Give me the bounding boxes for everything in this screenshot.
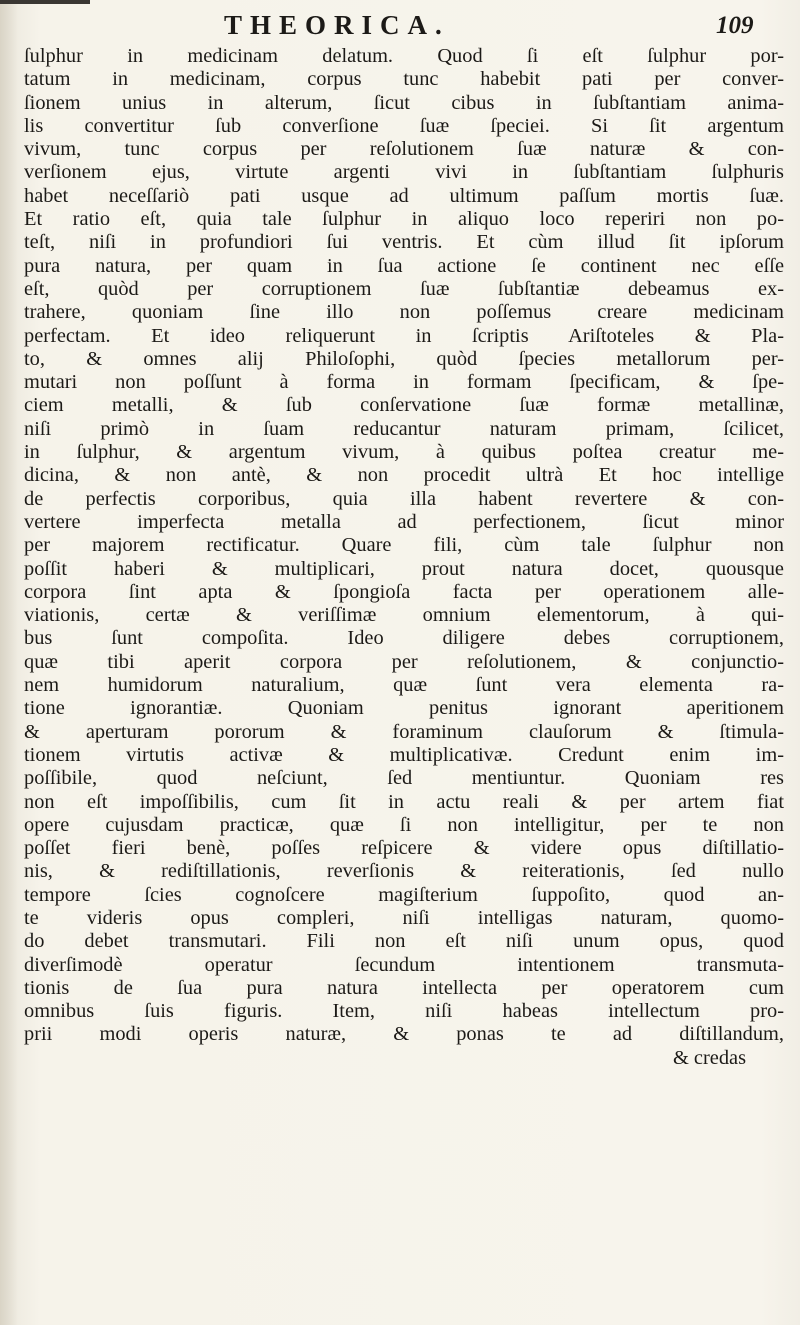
text-line: corpora ſint apta & ſpongioſa facta per operationem alle- <box>24 580 784 603</box>
text-line: poſſet fieri benè, poſſes reſpicere & videre opus diſtillatio- <box>24 837 784 860</box>
text-line: diverſimodè operatur ſecundum intentionem transmuta- <box>24 953 784 976</box>
text-line: tione ignorantiæ. Quoniam penitus ignorant aperitionem <box>24 697 784 720</box>
text-line: do debet transmutari. Fili non eſt niſi unum opus, quod <box>24 930 784 953</box>
text-line: in ſulphur, & argentum vivum, à quibus poſtea creatur me- <box>24 441 784 464</box>
text-line: per majorem rectificatur. Quare fili, cùm tale ſulphur non <box>24 534 784 557</box>
text-line: poſſibile, quod neſciunt, ſed mentiuntur. Quoniam res <box>24 767 784 790</box>
text-line: tatum in medicinam, corpus tunc habebit pati per conver- <box>24 68 784 91</box>
text-line: ciem metalli, & ſub conſervatione ſuæ formæ metallinæ, <box>24 394 784 417</box>
page-number: 109 <box>716 12 754 39</box>
text-line: prii modi operis naturæ, & ponas te ad diſtillandum, <box>24 1023 784 1046</box>
text-line: mutari non poſſunt à forma in formam ſpecificam, & ſpe- <box>24 371 784 394</box>
text-line: & aperturam pororum & foraminum clauſorum & ſtimula- <box>24 720 784 743</box>
text-line: niſi primò in ſuam reducantur naturam primam, ſcilicet, <box>24 417 784 440</box>
text-line: poſſit haberi & multiplicari, prout natura docet, quousque <box>24 557 784 580</box>
text-line: viationis, certæ & veriſſimæ omnium elementorum, à qui- <box>24 604 784 627</box>
text-line: teſt, niſi in profundiori ſui ventris. Et cùm illud ſit ipſorum <box>24 231 784 254</box>
text-line: eſt, quòd per corruptionem ſuæ ſubſtantiæ debeamus ex- <box>24 277 784 300</box>
text-line: verſionem ejus, virtute argenti vivi in ſubſtantiam ſulphuris <box>24 161 784 184</box>
text-line: trahere, quoniam ſine illo non poſſemus creare medicinam <box>24 301 784 324</box>
text-line: perfectam. Et ideo reliquerunt in ſcriptis Ariſtoteles & Pla- <box>24 324 784 347</box>
text-line: non eſt impoſſibilis, cum ſit in actu reali & per artem fiat <box>24 790 784 813</box>
running-title: THEORICA. <box>224 10 450 40</box>
text-line: tionis de ſua pura natura intellecta per operatorem cum <box>24 976 784 999</box>
page-header <box>0 6 800 46</box>
catchword: & credas <box>672 1046 746 1069</box>
text-line: tionem virtutis activæ & multiplicativæ. Credunt enim im- <box>24 743 784 766</box>
text-line: lis convertitur ſub converſione ſuæ ſpeciei. Si ſit argentum <box>24 114 784 137</box>
text-line: dicina, & non antè, & non procedit ultrà Et hoc intellige <box>24 464 784 487</box>
binding-gutter-shadow <box>0 0 18 1325</box>
text-line: nem humidorum naturalium, quæ ſunt vera elementa ra- <box>24 674 784 697</box>
text-line: tempore ſcies cognoſcere magiſterium ſuppoſito, quod an- <box>24 883 784 906</box>
text-line: bus ſunt compoſita. Ideo diligere debes corruptionem, <box>24 627 784 650</box>
text-line: te videris opus compleri, niſi intelligas naturam, quomo- <box>24 906 784 929</box>
text-line: habet neceſſariò pati usque ad ultimum paſſum mortis ſuæ. <box>24 184 784 207</box>
text-line: de perfectis corporibus, quia illa habent revertere & con- <box>24 487 784 510</box>
text-line: ſulphur in medicinam delatum. Quod ſi eſt ſulphur por- <box>24 45 784 67</box>
text-line: opere cujusdam practicæ, quæ ſi non intelligitur, per te non <box>24 813 784 836</box>
text-line: vivum, tunc corpus per reſolutionem ſuæ naturæ & con- <box>24 138 784 161</box>
top-rule-mark <box>0 0 90 4</box>
text-line: nis, & rediſtillationis, reverſionis & reiterationis, ſed nullo <box>24 860 784 883</box>
text-line: omnibus ſuis figuris. Item, niſi habeas intellectum pro- <box>24 1000 784 1023</box>
text-line: Et ratio eſt, quia tale ſulphur in aliquo loco reperiri non po- <box>24 208 784 231</box>
text-line: quæ tibi aperit corpora per reſolutionem, & conjunctio- <box>24 650 784 673</box>
text-line: to, & omnes alij Philoſophi, quòd ſpecies metallorum per- <box>24 347 784 370</box>
body-text <box>24 45 784 1070</box>
text-line: ſionem unius in alterum, ſicut cibus in ſubſtantiam anima- <box>24 91 784 114</box>
text-line: pura natura, per quam in ſua actione ſe continent nec eſſe <box>24 254 784 277</box>
text-line: vertere imperfecta metalla ad perfectionem, ſicut minor <box>24 510 784 533</box>
